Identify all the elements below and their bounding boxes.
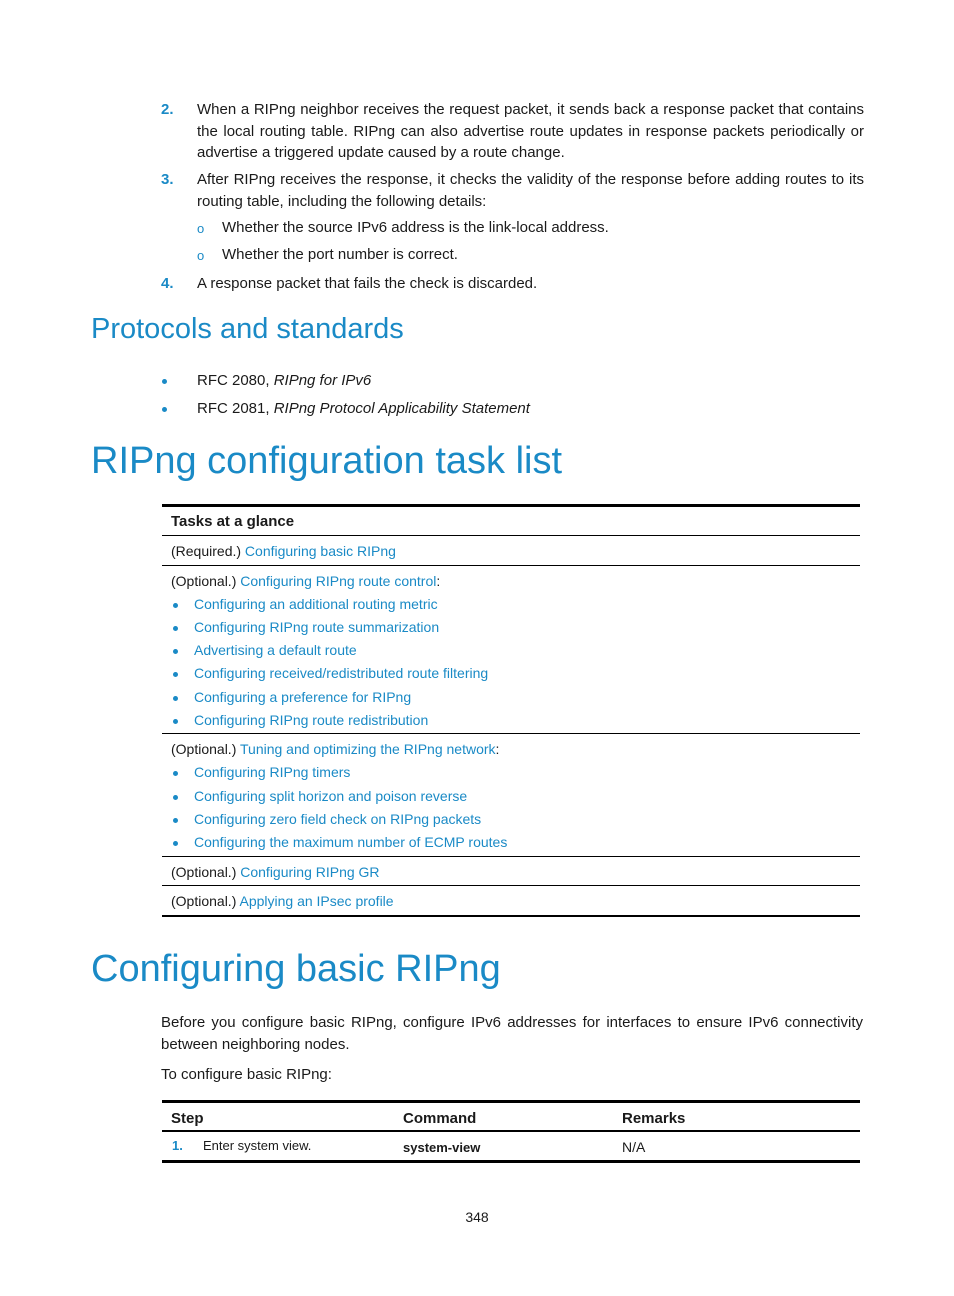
bullet-icon — [173, 818, 178, 823]
table-bottom-rule — [162, 915, 860, 917]
task-suffix: : — [436, 573, 441, 589]
task-link[interactable]: Configuring RIPng route control — [240, 573, 437, 589]
rfc-number: RFC 2080, — [197, 372, 274, 389]
circle-bullet-icon: o — [197, 221, 205, 236]
step-cell: Enter system view. — [203, 1138, 312, 1153]
task-sublink[interactable]: Configuring an additional routing metric — [194, 596, 438, 612]
bullet-icon — [173, 626, 178, 631]
table-rule — [162, 856, 860, 857]
sub-item-text: Whether the port number is correct. — [222, 246, 458, 263]
page-number: 348 — [465, 1209, 489, 1225]
step-number: 1. — [172, 1138, 183, 1153]
chapter-heading: Configuring basic RIPng — [91, 948, 501, 990]
task-link[interactable]: Tuning and optimizing the RIPng network — [240, 741, 496, 757]
task-prefix: (Optional.) — [171, 864, 241, 880]
table-rule — [162, 885, 860, 886]
task-sublink[interactable]: Configuring RIPng route summarization — [194, 619, 440, 635]
task-sublink[interactable]: Configuring zero field check on RIPng packets — [194, 811, 482, 827]
task-sublink[interactable]: Configuring RIPng route redistribution — [194, 712, 429, 728]
task-row — [171, 893, 394, 909]
table-header: Tasks at a glance — [171, 513, 295, 530]
bullet-icon — [173, 719, 178, 724]
task-prefix: (Optional.) — [171, 893, 240, 909]
task-row — [171, 573, 440, 589]
bullet-icon — [173, 841, 178, 846]
table-rule — [162, 565, 860, 566]
bullet-icon — [173, 771, 178, 776]
table-rule — [162, 1130, 860, 1132]
task-link[interactable]: Applying an IPsec profile — [239, 893, 394, 909]
bullet-icon — [162, 379, 167, 384]
circle-bullet-icon: o — [197, 248, 205, 263]
rfc-item — [197, 398, 530, 420]
task-link[interactable]: Configuring basic RIPng — [244, 543, 396, 559]
rfc-item — [197, 370, 371, 392]
table-rule — [162, 535, 860, 536]
task-sublink[interactable]: Configuring received/redistributed route filtering — [194, 665, 489, 681]
task-sublink[interactable]: Configuring RIPng timers — [194, 764, 351, 780]
bullet-icon — [173, 649, 178, 654]
table-rule — [162, 733, 860, 734]
bullet-icon — [173, 603, 178, 608]
step-text: After RIPng receives the response, it checks the validity of the response before adding routes to its routing table, including the following details: — [197, 171, 864, 210]
task-row — [171, 864, 380, 880]
lead-paragraph: To configure basic RIPng: — [161, 1066, 332, 1083]
sub-item-text: Whether the source IPv6 address is the link-local address. — [222, 219, 609, 236]
task-prefix: (Optional.) — [171, 741, 240, 757]
remarks-cell: N/A — [622, 1139, 646, 1155]
rfc-title: RIPng for IPv6 — [273, 372, 372, 389]
bullet-icon — [173, 672, 178, 677]
bullet-icon — [173, 795, 178, 800]
step-number: 4. — [161, 275, 174, 292]
task-sublink[interactable]: Advertising a default route — [194, 642, 357, 658]
step-text: When a RIPng neighbor receives the request packet, it sends back a response packet that contains the local routing table. RIPng can also advertise route updates in response packets periodically or advertise a triggered update caused by a route change. — [197, 101, 864, 161]
bullet-icon — [173, 696, 178, 701]
step-number: 3. — [161, 171, 174, 188]
section-heading: Protocols and standards — [91, 313, 404, 345]
table-top-rule — [162, 504, 860, 507]
task-sublink[interactable]: Configuring split horizon and poison reverse — [194, 788, 468, 804]
column-header-step: Step — [171, 1110, 204, 1127]
bullet-icon — [162, 407, 167, 412]
task-suffix: : — [495, 741, 500, 757]
rfc-number: RFC 2081, — [197, 400, 274, 417]
task-prefix: (Optional.) — [171, 573, 241, 589]
intro-paragraph: Before you configure basic RIPng, configure IPv6 addresses for interfaces to ensure IPv6 connectivity between neighboring nodes. — [161, 1014, 863, 1053]
task-sublink[interactable]: Configuring a preference for RIPng — [194, 689, 412, 705]
column-header-remarks: Remarks — [622, 1110, 686, 1127]
task-row — [171, 543, 396, 559]
table-bottom-rule — [162, 1160, 860, 1163]
task-sublink[interactable]: Configuring the maximum number of ECMP routes — [194, 834, 508, 850]
task-row — [171, 741, 499, 757]
table-top-rule — [162, 1100, 860, 1103]
step-text: A response packet that fails the check is discarded. — [197, 275, 538, 292]
column-header-command: Command — [403, 1110, 477, 1127]
task-prefix: (Required.) — [171, 543, 245, 559]
rfc-title: RIPng Protocol Applicability Statement — [273, 400, 530, 417]
task-link[interactable]: Configuring RIPng GR — [240, 864, 380, 880]
step-number: 2. — [161, 101, 174, 118]
chapter-heading: RIPng configuration task list — [91, 440, 563, 482]
command-cell: system-view — [403, 1140, 481, 1155]
